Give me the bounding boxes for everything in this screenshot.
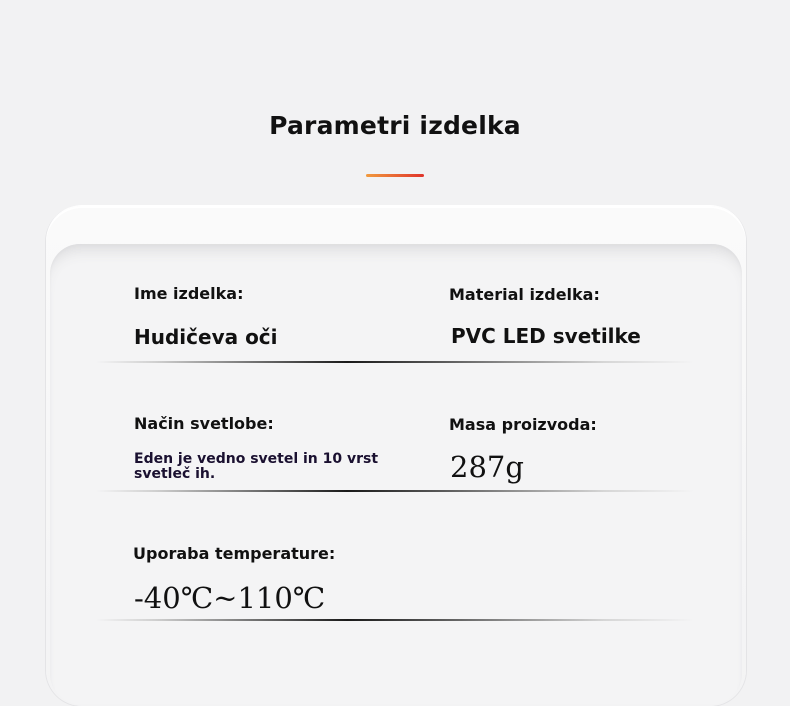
param-label-weight: Masa proizvoda: xyxy=(449,415,597,434)
title-accent-line xyxy=(366,174,424,177)
param-label-light-mode: Način svetlobe: xyxy=(134,414,274,433)
page-title: Parametri izdelka xyxy=(269,111,521,140)
row-divider-2 xyxy=(96,490,694,492)
param-value-weight: 287g xyxy=(450,450,524,484)
param-label-product-name: Ime izdelka: xyxy=(134,284,244,303)
row-divider-1 xyxy=(96,361,694,363)
param-value-product-name: Hudičeva oči xyxy=(134,325,278,349)
param-label-material: Material izdelka: xyxy=(449,285,600,304)
param-value-light-mode: Eden je vedno svetel in 10 vrst svetleč ih. xyxy=(134,451,379,482)
param-value-material: PVC LED svetilke xyxy=(451,324,641,348)
param-label-temperature: Uporaba temperature: xyxy=(133,544,336,563)
row-divider-3 xyxy=(96,619,694,621)
param-value-temperature: -40℃~110℃ xyxy=(134,581,326,615)
